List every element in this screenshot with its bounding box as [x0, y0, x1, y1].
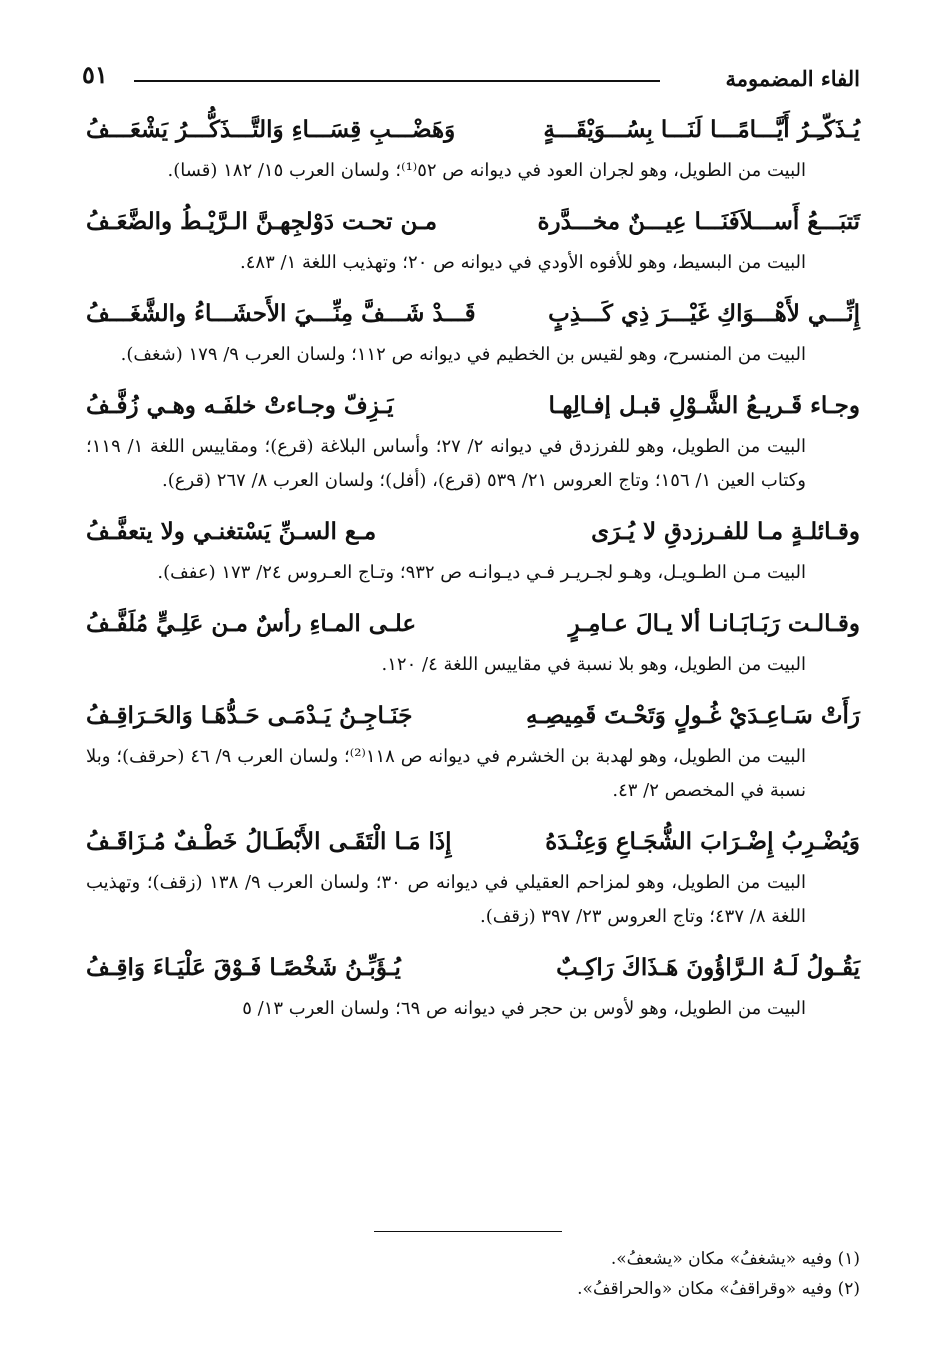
second-hemistich: إِذَا مَـا الْتَقَـى الأَبْطَـالُ خَطْـفٌ مُـزَاقَـفُ: [86, 828, 452, 855]
verse-line: [86, 602, 860, 646]
header-rule: [134, 80, 660, 82]
footnote: (١) وفيه «يشغفُ» مكان «يشعفُ».: [610, 1249, 860, 1269]
second-hemistich: مـع السـنِّ يَسْتغنـي ولا يتعفَّـفُ: [86, 518, 377, 545]
verse-attribution: البيت من الطويل، وهو لأوس بن حجر في ديوانه ص ٦٩؛ ولسان العرب ١٣/ ٥: [242, 998, 806, 1019]
second-hemistich: وَهَضْـــبِ قِسَـــاءِ وَالتَّـــذَكُّـــرُ يَشْعَـــفُ: [86, 116, 456, 143]
first-hemistich: يُـذَكّـِـرُ أَيَّـــامًـــا لَنَـــا بِسُـــوَيْقَـــةٍ: [543, 116, 860, 143]
page-number: ٥١: [82, 60, 108, 89]
verse-entry: [86, 946, 860, 1026]
first-hemistich: تَتبَـــعُ أَســـلاَفَنَـــا عِيـــنٌ مخـــدَّرة: [537, 208, 860, 235]
first-hemistich: رَأَتْ سَـاعِـدَيْ غُـولٍ وَتَحْـتَ قَمِيصِـهِ: [525, 702, 860, 729]
verse-attribution: البيت من الطويل، وهو للفرزدق في ديوانه ٢/ ٢٧؛ وأساس البلاغة (قرع)؛ ومقاييس اللغة ١/ ١١٩؛ وكتاب العين ١/ ١٥٦؛ وتاج العروس ٢١/ ٥٣٩ (قرع)، (أفل)؛ ولسان العرب ٨/ ٢٦٧ (قرع).: [86, 436, 807, 491]
verse-line: [86, 946, 860, 990]
verse-entry: [86, 384, 860, 498]
verse-line: [86, 510, 860, 554]
verse-entry: [86, 694, 860, 808]
verse-entry: [86, 510, 860, 590]
verse-line: [86, 820, 860, 864]
footnotes: [86, 1244, 860, 1304]
verse-attribution: البيت من الطويل، وهو لجران العود في ديوانه ص ٥٢⁽¹⁾؛ ولسان العرب ١٥/ ١٨٢ (قسا).: [167, 160, 806, 181]
verse-attribution: البيت من الطويل، وهو بلا نسبة في مقاييس اللغة ٤/ ١٢٠.: [381, 654, 806, 675]
verse-line: [86, 694, 860, 738]
verse-attribution: البيت مـن الطـويـل، وهـو لجـريـر فـي ديـوانـه ص ٩٣٢؛ وتـاج العـروس ٢٤/ ١٧٣ (عفف).: [157, 562, 806, 583]
second-hemistich: مـن تحـت دَوْلجِهـنَّ الـرَّيْـطُ والضَّعَـفُ: [86, 208, 438, 235]
footnote: (٢) وفيه «وقراقفُ» مكان «والحراقفُ».: [577, 1279, 860, 1299]
page-header: [82, 60, 860, 94]
verse-line: [86, 200, 860, 244]
verse-entries: [86, 108, 860, 1038]
running-title: الفاء المضمومة: [725, 66, 860, 91]
verse-entry: [86, 108, 860, 188]
footnote-rule: [374, 1231, 562, 1232]
first-hemistich: وقـائلـةٍ مـا للفـرزدقِ لا يُـرَى: [591, 518, 860, 545]
first-hemistich: يَقُـولُ لَـهُ الـرَّاؤُونَ هَـذَاكَ رَاكِـبٌ: [556, 954, 860, 981]
second-hemistich: يَـزِفّ وجـاءتْ خلفَـه وهـي زُفَّـفُ: [86, 392, 394, 419]
verse-entry: [86, 820, 860, 934]
verse-line: [86, 292, 860, 336]
first-hemistich: وجـاء قَـريـعُ الشَّـوْلِ قبـل إفـالِهـا: [548, 392, 860, 419]
verse-line: [86, 384, 860, 428]
first-hemistich: وَيُضْـرِبُ إِضْـرَابَ الشُّجَـاعِ وَعِنْـدَهُ: [545, 828, 860, 855]
verse-entry: [86, 200, 860, 280]
second-hemistich: قَـــدْ شَـــفَّ مِنِّـــيَ الأَحشَـــاءُ والشَّغَـــفُ: [86, 300, 476, 327]
verse-attribution: البيت من البسيط، وهو للأفوه الأودي في ديوانه ص ٢٠؛ وتهذيب اللغة ١/ ٤٨٣.: [240, 252, 806, 273]
verse-entry: [86, 292, 860, 372]
second-hemistich: يُـؤَبِّـنُ شَخْصًـا فَـوْقَ عَلْيَـاءَ وَاقِـفُ: [86, 954, 401, 981]
verse-line: [86, 108, 860, 152]
second-hemistich: جَنَـاجِـنُ يَـدْمَـى حَـدُّهَـا وَالحَـرَاقِـفُ: [86, 702, 413, 729]
verse-attribution: البيت من الطويل، وهو لهدبة بن الخشرم في ديوانه ص ١١٨⁽²⁾؛ ولسان العرب ٩/ ٤٦ (حرقف)؛ وبلا نسبة في المخصص ٢/ ٤٣.: [86, 746, 806, 801]
verse-attribution: البيت من الطويل، وهو لمزاحم العقيلي في ديوانه ص ٣٠؛ ولسان العرب ٩/ ١٣٨ (زقف)؛ وتهذيب اللغة ٨/ ٤٣٧؛ وتاج العروس ٢٣/ ٣٩٧ (زقف).: [86, 872, 806, 927]
second-hemistich: علـى المـاءِ رأسٌ مـن عَلِـيٍّ مُلَفَّـفُ: [86, 610, 417, 637]
verse-entry: [86, 602, 860, 682]
first-hemistich: وقـالـت رَبَـابَـانـا ألا يـالَ عـامِـرٍ: [568, 610, 860, 637]
first-hemistich: إِنِّـــي لأَهْـــوَاكِ غَيْـــرَ ذِي كَـــذِبٍ: [548, 300, 860, 327]
verse-attribution: البيت من المنسرح، وهو لقيس بن الخطيم في ديوانه ص ١١٢؛ ولسان العرب ٩/ ١٧٩ (شغف).: [120, 344, 806, 365]
